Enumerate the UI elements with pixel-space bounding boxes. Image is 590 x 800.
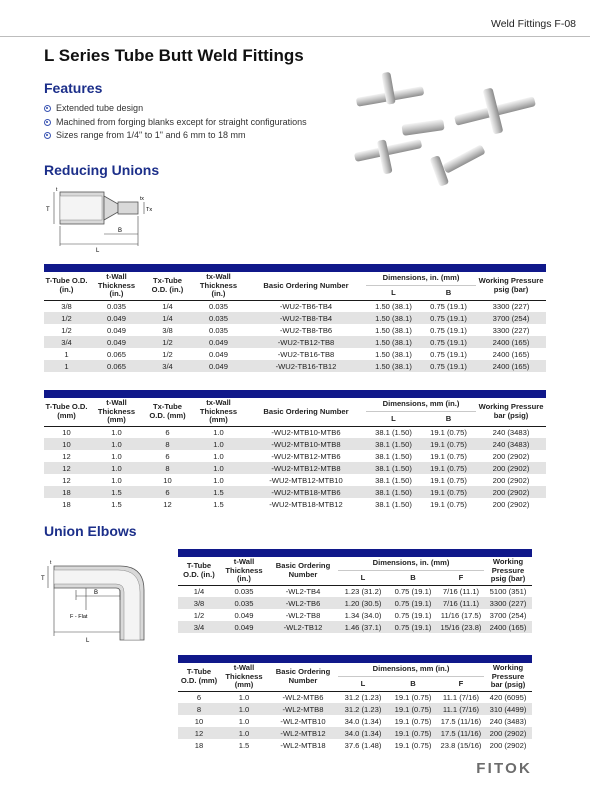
table-cell: 38.1 (1.50): [366, 486, 421, 498]
table-cell: 18: [44, 486, 89, 498]
table-cell: 1/2: [193, 610, 205, 620]
table-row: [44, 336, 546, 348]
circle-bullet-icon: [44, 119, 51, 126]
table-row: [44, 300, 546, 312]
column-header: Basic Ordering Number: [246, 272, 366, 300]
table-cell: 200 (2902): [492, 475, 530, 485]
table-cell: 1: [44, 360, 89, 372]
table-cell: 17.5 (11/16): [438, 727, 484, 739]
table-cell: 1.0: [111, 475, 122, 485]
table-cell: 0.049: [191, 336, 246, 348]
table-row: [44, 324, 546, 336]
table-cell: 0.065: [106, 349, 126, 359]
tee-fitting-image: [354, 139, 422, 174]
table-cell: 1.20 (30.5): [338, 597, 388, 609]
column-header: Tx-Tube O.D. (in.): [144, 272, 191, 300]
table-cell: 1.0: [191, 462, 246, 474]
table-cell: 12: [178, 727, 220, 739]
table-cell: 0.035: [220, 597, 268, 609]
table-cell: 17.5 (11/16): [440, 716, 482, 726]
table-cell: 0.049: [191, 360, 246, 372]
table-cell: 18: [62, 499, 71, 509]
table-row: [44, 360, 546, 372]
sub-header: F: [438, 571, 484, 585]
table-cell: -WU2-TB12-TB8: [246, 336, 366, 348]
column-header: T-Tube O.D. (mm): [178, 663, 220, 691]
feature-item: Sizes range from 1/4" to 1" and 6 mm to 18 mm: [44, 129, 307, 143]
column-header: t-Wall Thickness (mm): [89, 398, 144, 426]
cross-fitting-image: [454, 87, 536, 134]
table-cell: 0.035: [191, 312, 246, 324]
table-cell: -WL2-MTB18: [280, 740, 326, 750]
table-cell: 0.75 (19.1): [421, 360, 476, 372]
table-cell: -WU2-MTB10-MTB6: [271, 427, 341, 437]
fittings-product-photo: [350, 70, 546, 194]
table-header-band: [44, 390, 546, 398]
table-cell: -WU2-TB8-TB4: [246, 312, 366, 324]
table-cell: 19.1 (0.75): [421, 486, 476, 498]
table-cell: 200 (2902): [476, 462, 546, 474]
table-cell: 0.049: [89, 336, 144, 348]
table-cell: -WL2-TB8: [285, 610, 321, 620]
table-cell: 1.46 (37.1): [338, 621, 388, 633]
feature-item: Machined from forging blanks except for straight configurations: [44, 116, 307, 130]
table-cell: 3/8: [61, 301, 72, 311]
column-header: T-Tube O.D. (mm): [44, 398, 89, 426]
table-cell: 19.1 (0.75): [430, 475, 467, 485]
table-cell: -WL2-MTB12: [268, 727, 338, 739]
table-cell: 19.1 (0.75): [421, 438, 476, 450]
table-cell: 2400 (165): [476, 360, 546, 372]
table-body: [178, 691, 532, 751]
table-cell: 1.0: [213, 475, 224, 485]
table-cell: 19.1 (0.75): [430, 451, 467, 461]
column-header: t-Wall Thickness (in.): [220, 557, 268, 585]
diagram-label-b: B: [118, 228, 123, 234]
table-row: [44, 438, 546, 450]
column-header: Working Pressure bar (psig): [484, 663, 532, 691]
table-cell: 34.0 (1.34): [344, 716, 382, 726]
tee-fitting-image: [356, 72, 425, 107]
table-cell: 12: [44, 462, 89, 474]
table-cell: 0.049: [106, 325, 126, 335]
table-cell: 0.75 (19.1): [430, 325, 467, 335]
table-cell: 0.75 (19.1): [421, 336, 476, 348]
table-cell: -WL2-MTB10: [280, 716, 326, 726]
table-cell: 0.049: [208, 349, 228, 359]
table-cell: 1.34 (34.0): [344, 610, 382, 620]
table-body: [178, 585, 532, 633]
table-header-band: [178, 655, 532, 663]
table-cell: 1.0: [220, 703, 268, 715]
column-header-dimensions: Dimensions, in. (mm): [366, 272, 476, 286]
table-cell: 2400 (165): [484, 621, 532, 633]
table-header-band: [44, 264, 546, 272]
column-header: tx-Wall Thickness (in.): [191, 272, 246, 300]
table-cell: 0.75 (19.1): [421, 312, 476, 324]
table-cell: -WU2-TB6-TB4: [279, 301, 333, 311]
table-cell: -WL2-TB4: [285, 586, 321, 596]
sub-header: B: [388, 571, 438, 585]
sub-header: L: [338, 571, 388, 585]
table-cell: 1.0: [238, 716, 250, 726]
table-cell: 0.035: [106, 301, 126, 311]
table-cell: 1: [64, 349, 69, 359]
table-cell: 37.6 (1.48): [344, 740, 382, 750]
table-cell: 200 (2902): [492, 451, 530, 461]
column-header: Working Pressure bar (psig): [476, 398, 546, 426]
table-row: [44, 348, 546, 360]
table-cell: 3/8: [162, 325, 173, 335]
table-cell: 1.0: [220, 727, 268, 739]
table-cell: 6: [144, 486, 191, 498]
feature-item: Extended tube design: [44, 102, 307, 116]
diagram-label-l: L: [96, 248, 100, 254]
table-cell: 1.0: [111, 427, 122, 437]
table-cell: 1/2: [144, 336, 191, 348]
table-cell: 1.5: [191, 486, 246, 498]
table-cell: 38.1 (1.50): [375, 475, 412, 485]
reducing-unions-title: Reducing Unions: [44, 162, 160, 178]
table-cell: 38.1 (1.50): [366, 438, 421, 450]
diagram-label-b: B: [94, 590, 99, 596]
table-cell: 1.0: [191, 438, 246, 450]
reducing-unions-imperial-table: [44, 264, 546, 372]
column-header: tx-Wall Thickness (mm): [191, 398, 246, 426]
column-header: t-Wall Thickness (in.): [89, 272, 144, 300]
table-cell: -WU2-TB8-TB6: [279, 325, 333, 335]
table-cell: 34.0 (1.34): [338, 727, 388, 739]
table-cell: 1.50 (38.1): [366, 360, 421, 372]
table-row: [44, 462, 546, 474]
table-cell: 11.1 (7/16): [438, 703, 484, 715]
table-cell: 19.1 (0.75): [394, 716, 432, 726]
table-row: [44, 498, 546, 510]
table-row: [178, 691, 532, 703]
diagram-label-tx: Tx: [146, 207, 153, 213]
table-cell: 0.065: [89, 360, 144, 372]
table-cell: 6: [165, 451, 170, 461]
table-cell: 0.049: [89, 312, 144, 324]
circle-bullet-icon: [44, 132, 51, 139]
sub-header: L: [366, 412, 421, 426]
table-cell: 420 (6095): [489, 692, 527, 702]
table-cell: 19.1 (0.75): [421, 462, 476, 474]
table-cell: 11/16 (17.5): [440, 610, 482, 620]
table-cell: 6: [196, 692, 202, 702]
table-cell: 0.75 (19.1): [388, 597, 438, 609]
table-cell: -WL2-TB12: [268, 621, 338, 633]
diagram-label-t: T: [46, 207, 50, 213]
union-elbows-imperial-table: [178, 549, 532, 633]
table-cell: 38.1 (1.50): [375, 427, 412, 437]
column-header: T-Tube O.D. (in.): [44, 272, 89, 300]
table-cell: 1.5: [89, 486, 144, 498]
table-cell: 12: [163, 499, 172, 509]
diagram-label-f-flat: F - Flat: [70, 614, 88, 620]
table-cell: 240 (3483): [492, 427, 530, 437]
table-cell: 0.75 (19.1): [430, 349, 467, 359]
table-cell: -WU2-TB16-TB12: [246, 360, 366, 372]
table-cell: 12: [62, 475, 71, 485]
table-cell: 1.5: [213, 499, 224, 509]
table-cell: 200 (2902): [476, 486, 546, 498]
table-cell: 240 (3483): [476, 438, 546, 450]
union-elbows-title: Union Elbows: [44, 523, 137, 539]
table-cell: -WU2-MTB12-MTB10: [269, 475, 343, 485]
table-cell: -WU2-MTB12-MTB6: [271, 451, 341, 461]
table-cell: 1/4: [162, 301, 173, 311]
table-cell: 15/16 (23.8): [438, 621, 484, 633]
column-header: T-Tube O.D. (in.): [178, 557, 220, 585]
table-row: [44, 312, 546, 324]
column-header: Tx-Tube O.D. (mm): [144, 398, 191, 426]
table-cell: 3300 (227): [492, 301, 530, 311]
diagram-label-t: T: [41, 576, 45, 582]
table-cell: 1.50 (38.1): [366, 336, 421, 348]
table-cell: 2400 (165): [492, 349, 530, 359]
table-cell: 6: [165, 427, 170, 437]
table-cell: 240 (3483): [489, 716, 527, 726]
column-header: Working Pressure psig (bar): [476, 272, 546, 300]
table-cell: 3/4: [178, 621, 220, 633]
table-cell: 3700 (254): [489, 610, 527, 620]
table-cell: 1.5: [238, 740, 250, 750]
features-title: Features: [44, 80, 103, 96]
table-cell: 0.75 (19.1): [394, 610, 432, 620]
sub-header: B: [421, 286, 476, 300]
table-cell: 38.1 (1.50): [366, 462, 421, 474]
table-cell: 31.2 (1.23): [344, 692, 382, 702]
table-cell: 1.50 (38.1): [366, 312, 421, 324]
table-cell: 3300 (227): [492, 325, 530, 335]
table-cell: 0.049: [220, 621, 268, 633]
table-cell: -WL2-MTB6: [282, 692, 324, 702]
sub-header: L: [338, 677, 388, 691]
table-row: [44, 486, 546, 498]
table-cell: 1/2: [162, 349, 173, 359]
sub-header: L: [366, 286, 421, 300]
table-cell: 10: [44, 438, 89, 450]
table-cell: -WU2-MTB18-MTB12: [269, 499, 343, 509]
table-cell: 5100 (351): [489, 586, 527, 596]
table-cell: 1/4: [144, 312, 191, 324]
reducing-union-diagram: [44, 182, 164, 254]
table-cell: 10: [194, 716, 204, 726]
table-cell: 200 (2902): [489, 740, 527, 750]
table-cell: 7/16 (11.1): [442, 586, 480, 596]
table-body: [44, 426, 546, 510]
table-cell: 7/16 (11.1): [438, 597, 484, 609]
table-cell: 10: [62, 427, 71, 437]
diagram-label-t-small: t: [50, 560, 52, 566]
table-cell: 18: [194, 740, 204, 750]
brand-logo: FITOK: [476, 760, 532, 777]
table-cell: 1/2: [61, 325, 72, 335]
table-cell: 3/4: [144, 360, 191, 372]
table-cell: -WU2-MTB12-MTB8: [246, 462, 366, 474]
union-elbow-diagram: [40, 548, 170, 646]
table-cell: 3300 (227): [484, 597, 532, 609]
table-row: [178, 739, 532, 751]
table-cell: 1.5: [111, 499, 122, 509]
page-title: L Series Tube Butt Weld Fittings: [44, 46, 304, 65]
features-list: [44, 102, 307, 143]
table-cell: 19.1 (0.75): [430, 499, 467, 509]
header-divider: [0, 36, 590, 37]
table-cell: 1/4: [193, 586, 205, 596]
table-cell: 310 (4499): [484, 703, 532, 715]
table-cell: 10: [163, 475, 172, 485]
table-row: [178, 703, 532, 715]
table-cell: 0.049: [234, 610, 254, 620]
diagram-label-l: L: [86, 638, 90, 644]
sub-header: B: [421, 412, 476, 426]
table-row: [178, 621, 532, 633]
table-row: [44, 474, 546, 486]
column-header: Basic Ordering Number: [268, 663, 338, 691]
table-row: [178, 727, 532, 739]
column-header: Working Pressure psig (bar): [484, 557, 532, 585]
table-cell: -WU2-MTB10-MTB8: [246, 438, 366, 450]
table-row: [44, 450, 546, 462]
table-cell: 1.0: [111, 451, 122, 461]
table-cell: 8: [144, 438, 191, 450]
table-cell: 0.75 (19.1): [394, 586, 432, 596]
table-row: [178, 609, 532, 621]
table-cell: 19.1 (0.75): [388, 703, 438, 715]
table-cell: 11.1 (7/16): [442, 692, 480, 702]
table-cell: 1.50 (38.1): [375, 349, 412, 359]
table-cell: 8: [144, 462, 191, 474]
table-cell: 0.035: [208, 325, 228, 335]
table-cell: 2400 (165): [476, 336, 546, 348]
table-cell: 8: [178, 703, 220, 715]
table-cell: 1.0: [89, 438, 144, 450]
table-cell: 0.035: [234, 586, 254, 596]
column-header-dimensions: Dimensions, mm (in.): [366, 398, 476, 412]
table-cell: 0.75 (19.1): [388, 621, 438, 633]
reducing-unions-metric-table: [44, 390, 546, 510]
table-cell: 19.1 (0.75): [430, 427, 467, 437]
column-header-dimensions: Dimensions, in. (mm): [338, 557, 484, 571]
diagram-label-t-small: t: [56, 187, 58, 193]
table-cell: -WU2-TB16-TB8: [277, 349, 335, 359]
table-cell: 38.1 (1.50): [375, 451, 412, 461]
table-cell: 1.50 (38.1): [375, 301, 412, 311]
table-cell: 0.75 (19.1): [430, 301, 467, 311]
table-body: [44, 300, 546, 372]
column-header: Basic Ordering Number: [268, 557, 338, 585]
table-cell: 12: [62, 451, 71, 461]
table-cell: -WL2-MTB8: [268, 703, 338, 715]
table-row: [178, 715, 532, 727]
table-cell: 38.1 (1.50): [375, 499, 412, 509]
column-header: Basic Ordering Number: [246, 398, 366, 426]
table-cell: -WU2-MTB18-MTB6: [246, 486, 366, 498]
table-cell: 23.8 (15/16): [440, 740, 482, 750]
table-cell: 19.1 (0.75): [394, 740, 432, 750]
table-cell: 19.1 (0.75): [388, 727, 438, 739]
table-cell: 1.23 (31.2): [344, 586, 382, 596]
column-header: t-Wall Thickness (mm): [220, 663, 268, 691]
union-fitting-image: [402, 119, 445, 136]
diagram-label-tx-small: tx: [140, 196, 144, 202]
table-cell: 1.0: [213, 427, 224, 437]
table-cell: 200 (2902): [484, 727, 532, 739]
table-cell: 19.1 (0.75): [394, 692, 432, 702]
table-cell: 1/2: [44, 312, 89, 324]
table-cell: 3/4: [44, 336, 89, 348]
table-cell: 200 (2902): [492, 499, 530, 509]
circle-bullet-icon: [44, 105, 51, 112]
table-cell: 1.50 (38.1): [375, 325, 412, 335]
sub-header: F: [438, 677, 484, 691]
table-cell: 3/8: [178, 597, 220, 609]
union-elbows-metric-table: [178, 655, 532, 751]
table-cell: 0.035: [208, 301, 228, 311]
table-cell: 1.0: [238, 692, 250, 702]
table-header-band: [178, 549, 532, 557]
table-cell: 1.0: [213, 451, 224, 461]
table-cell: 31.2 (1.23): [338, 703, 388, 715]
page-header-label: Weld Fittings F-08: [491, 18, 576, 30]
elbow-fitting-image: [430, 144, 486, 186]
table-row: [178, 585, 532, 597]
table-row: [44, 426, 546, 438]
table-cell: 1.0: [89, 462, 144, 474]
sub-header: B: [388, 677, 438, 691]
table-cell: -WL2-TB6: [268, 597, 338, 609]
table-cell: 3700 (254): [476, 312, 546, 324]
table-row: [178, 597, 532, 609]
column-header-dimensions: Dimensions, mm (in.): [338, 663, 484, 677]
